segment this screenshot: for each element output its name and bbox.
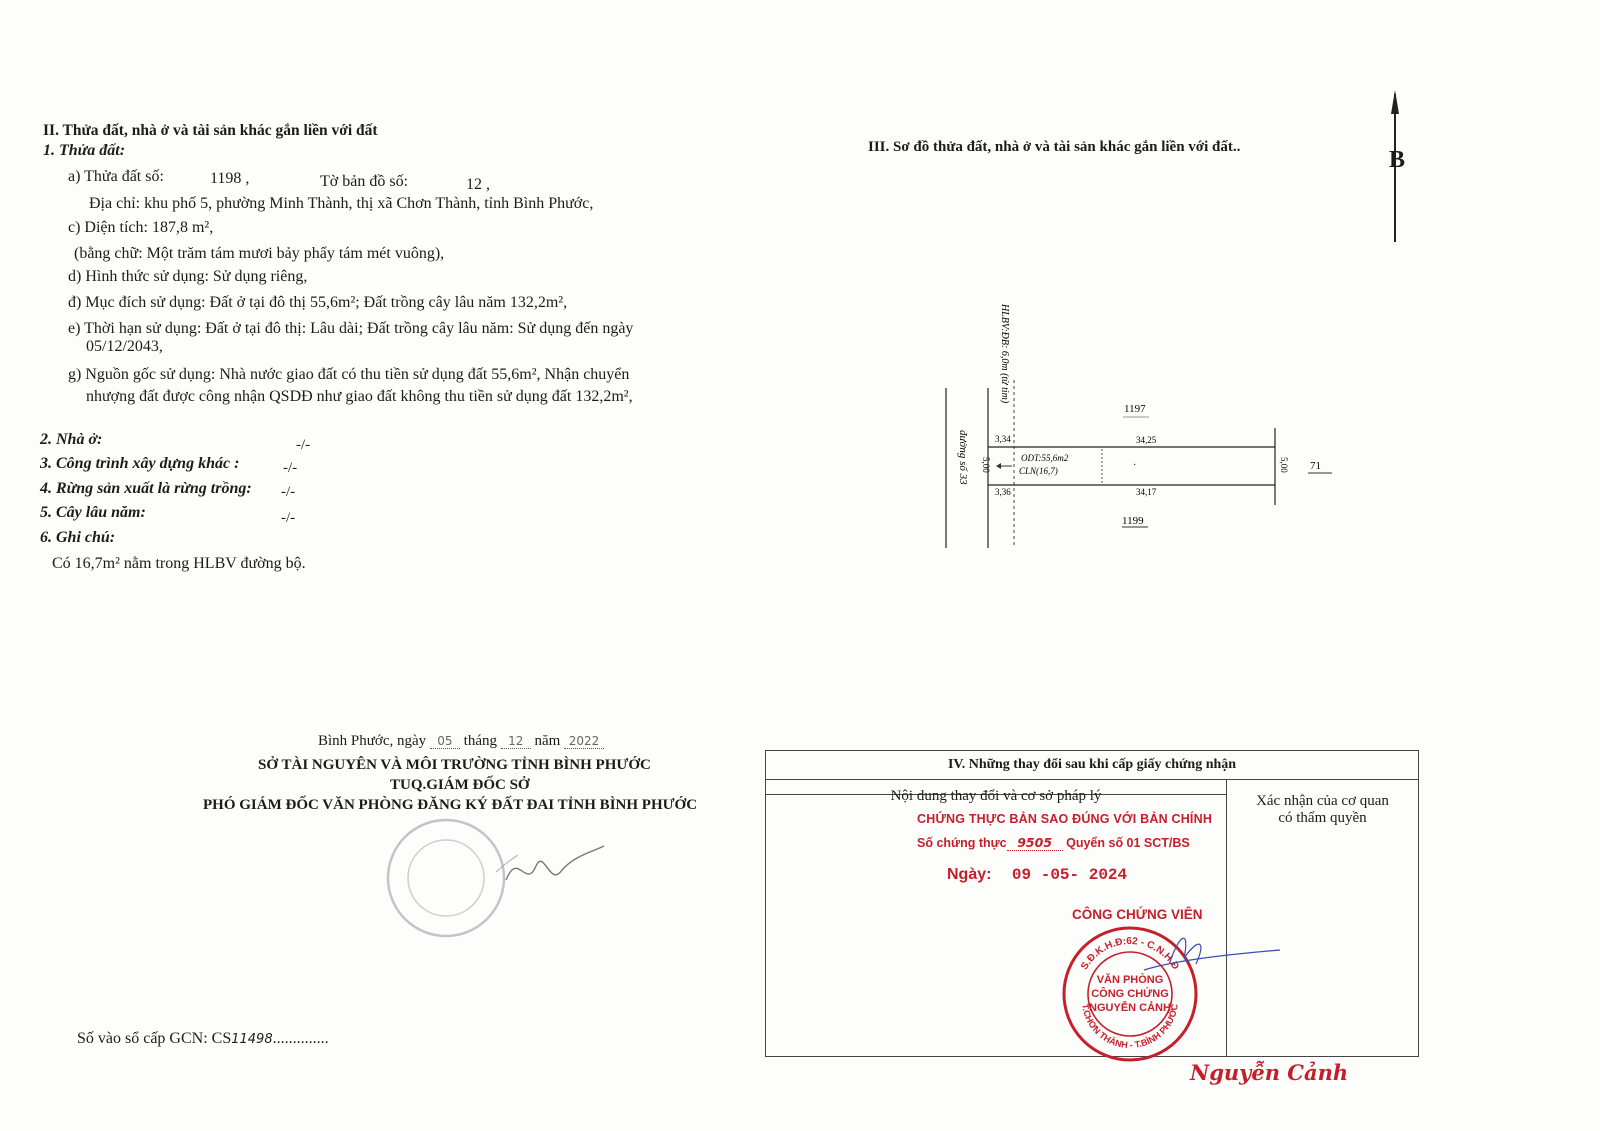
signer-title: PHÓ GIÁM ĐỐC VĂN PHÒNG ĐĂNG KÝ ĐẤT ĐAI TỈNH BÌNH PHƯỚC: [203, 797, 698, 813]
section4-col1: Nội dung thay đổi và cơ sở pháp lý: [890, 788, 1102, 804]
usage-term-line1: e) Thời hạn sử dụng: Đất ở tại đô thị: Lâu dài; Đất trồng cây lâu năm: Sử dụng đến ngày: [68, 320, 634, 337]
place-date: Bình Phước, ngày 05 tháng 12 năm 2022: [318, 733, 604, 750]
perennial-label: 5. Cây lâu năm:: [40, 504, 146, 521]
dim-left: 5,00: [981, 457, 991, 473]
note-text: Có 16,7m² nằm trong HLBV đường bộ.: [52, 555, 306, 572]
notary-cert-number-line: Số chứng thực 9505 Quyển số 01 SCT/BS: [917, 835, 1190, 850]
usage-origin-line1: g) Nguồn gốc sử dụng: Nhà nước giao đất có thu tiền sử dụng đất 55,6m², Nhận chuyển: [68, 366, 630, 383]
house-label: 2. Nhà ở:: [40, 431, 103, 448]
corridor-label: HLBV:ĐB: 6,0m (từ tim): [999, 304, 1010, 404]
perennial-value: -/-: [281, 510, 296, 526]
seal-bottom-text: T.CHƠN THÀNH - T.BÌNH PHƯỚC: [1080, 1003, 1180, 1051]
parcel-address: Địa chỉ: khu phố 5, phường Minh Thành, thị xã Chơn Thành, tỉnh Bình Phước,: [89, 195, 594, 212]
section3-heading: III. Sơ đồ thửa đất, nhà ở và tài sản khác gắn liền với đất..: [868, 139, 1241, 155]
notary-signer: Nguyễn Cảnh: [1190, 1060, 1349, 1085]
date-month: 12: [501, 734, 531, 749]
parcel-north-number: 1197: [1124, 403, 1146, 415]
dim-top-left: 3,34: [995, 434, 1011, 444]
seal-center-2: CÔNG CHỨNG: [1091, 988, 1169, 1000]
construction-label: 3. Công trình xây dựng khác :: [40, 455, 240, 472]
road-label: đường số 33: [957, 430, 969, 485]
usage-form: d) Hình thức sử dụng: Sử dụng riêng,: [68, 268, 308, 285]
official-seal-icon: [378, 812, 518, 942]
forest-label: 4. Rừng sản xuất là rừng trồng:: [40, 480, 252, 497]
forest-value: -/-: [281, 484, 296, 500]
note-label: 6. Ghi chú:: [40, 529, 116, 546]
seal-center-3: NGUYỄN CẢNH: [1089, 1002, 1171, 1014]
house-value: -/-: [296, 437, 311, 453]
dim-bottom-left: 3,36: [995, 487, 1011, 497]
parcel-area-words: (bằng chữ: Một trăm tám mươi bảy phẩy tám mét vuông),: [74, 245, 445, 262]
dim-top-right: 34,25: [1136, 435, 1157, 445]
registry-line: Số vào sổ cấp GCN: CS11498..............: [77, 1030, 329, 1047]
label-cln: CLN(16,7): [1019, 466, 1058, 476]
usage-term-line2: 05/12/2043,: [86, 338, 163, 355]
section4-heading: IV. Những thay đổi sau khi cấp giấy chứng nhận: [766, 751, 1418, 780]
signature-icon: [500, 840, 610, 900]
section4-col2: Xác nhận của cơ quan có thẩm quyền: [1256, 793, 1389, 826]
notary-cert-line: CHỨNG THỰC BẢN SAO ĐÚNG VỚI BẢN CHÍNH: [917, 812, 1213, 826]
dim-bottom-right: 34,17: [1136, 487, 1157, 497]
notary-date: Ngày: 09 -05- 2024: [947, 866, 1128, 884]
date-day: 05: [430, 734, 460, 749]
tuq-line: TUQ.GIÁM ĐỐC SỞ: [390, 777, 530, 793]
date-year: 2022: [564, 734, 604, 749]
seal-center-1: VĂN PHÒNG: [1096, 974, 1164, 986]
parcel-area: c) Diện tích: 187,8 m²,: [68, 219, 214, 236]
issuing-org: SỞ TÀI NGUYÊN VÀ MÔI TRƯỜNG TỈNH BÌNH PHƯỚC: [258, 757, 651, 773]
construction-value: -/-: [283, 460, 298, 476]
centre-dot: ·: [1133, 460, 1137, 471]
usage-origin-line2: nhượng đất được công nhận QSDĐ như giao đất không thu tiền sử dụng đất 132,2m²,: [86, 388, 633, 405]
parcel-heading: 1. Thửa đất:: [43, 142, 126, 159]
notary-role: CÔNG CHỨNG VIÊN: [1072, 907, 1203, 922]
label-odt: ODT:55,6m2: [1021, 453, 1069, 463]
seal-top-text: S.Đ.K.H.Đ:62 - C.N.H.Đ: [1079, 935, 1181, 972]
parcel-east-number: 71: [1310, 460, 1321, 472]
parcel-diagram: [930, 300, 1350, 560]
notary-signature-stroke-icon: [1140, 922, 1290, 982]
parcel-number-label: a) Thửa đất số:: [68, 168, 164, 185]
map-sheet-label: Tờ bản đồ số:: [320, 173, 409, 190]
map-sheet-value: 12 ,: [466, 176, 490, 193]
notary-cert-number: 9505: [1007, 835, 1063, 851]
north-mark: B: [1389, 147, 1406, 173]
dim-right: 5,00: [1279, 457, 1289, 473]
parcel-south-number: 1199: [1122, 515, 1144, 527]
parcel-number-value: 1198 ,: [210, 170, 250, 187]
usage-purpose: đ) Mục đích sử dụng: Đất ở tại đô thị 55,6m²; Đất trồng cây lâu năm 132,2m²,: [68, 294, 568, 311]
section2-heading: II. Thửa đất, nhà ở và tài sản khác gắn liền với đất: [43, 122, 378, 139]
registry-number: 11498: [231, 1032, 273, 1047]
